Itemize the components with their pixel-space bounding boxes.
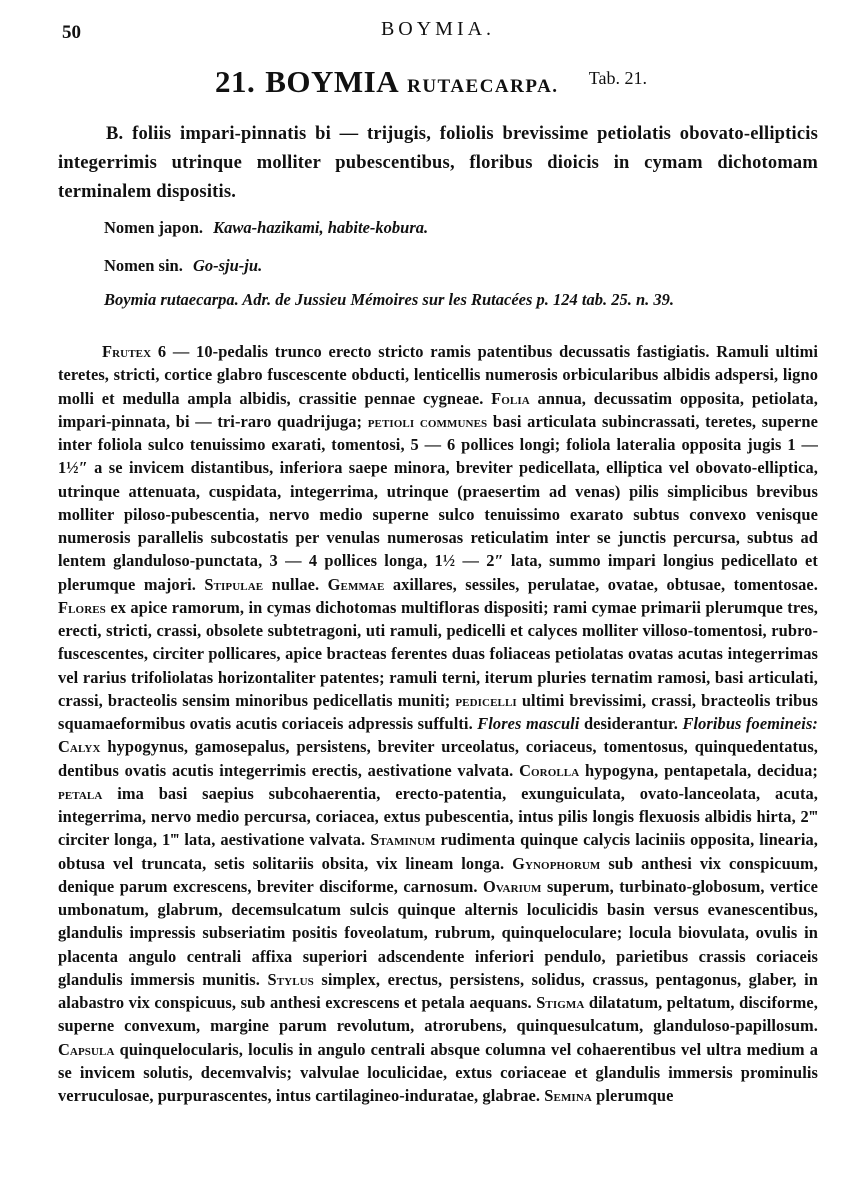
description-term: Gynophorum xyxy=(512,853,601,873)
description-text: simplex, erectus, persistens, solidus, crassus, pentagonus, glaber, in alabastro vix conspicuus, sub anthesi excrescens et petala aequans. xyxy=(58,969,818,1012)
description-term: Folia xyxy=(491,388,530,408)
description-italic: Flores masculi xyxy=(477,714,580,733)
description-text: ex apice ramorum, in cymas dichotomas multifloras dispositi; rami cymae primarii plerumque tres, erecti, stricti, crassi, obsolete subtetragoni, uti ramuli, pedicelli et calyces molliter villoso-tomentosi, rubro-fuscescentes, circiter pollicares, apice bracteas ferentes duas foliaceas petiolatas ovatas acutas integerrimas vel rarius trifoliolatas horizontaliter patentes; ramuli terni, iterum pluries ternatim ramosi, basi articulati, crassi, bracteolis sensim minoribus pedicellatis muniti; xyxy=(58,597,818,710)
page-number: 50 xyxy=(62,22,81,43)
description-text: 6 — 10-pedalis trunco erecto stricto ramis patentibus decussatis fastigiatis. Ramuli ultimi teretes, stricti, cortice glabro fuscescente obducti, lenticellis numerosis orbicularibus albidis adspersi, ligno molli et medulla ampla albidis, crassitie pennae cygneae. xyxy=(58,342,818,408)
description-term: Frutex xyxy=(102,342,152,361)
description-text: nullae. xyxy=(263,574,328,594)
species-epithet: RUTAECARPA. xyxy=(407,76,559,97)
japanese-name-line xyxy=(104,218,428,238)
genus-name: BOYMIA xyxy=(265,64,400,99)
literature-citation: Boymia rutaecarpa. Adr. de Jussieu Mémoires sur les Rutacées p. 124 tab. 25. n. 39. xyxy=(104,290,675,309)
chinese-name-value: Go-sju-ju. xyxy=(192,256,263,275)
description-text: basi articulata subincrassati, teretes, superne inter foliola sulco tenuissimo exarati, tomentosi, 5 — 6 pollices longi; foliola lateralia opposita jugis 1 — 1½″ a se invicem distantibus, inferiora saepe minora, breviter pedicellata, elliptica vel obovato-elliptica, utrinque attenuata, cuspidata, integerrima, utrinque (praesertim ad venas) pilis simplicibus brevibus molliter piloso-pubescentia, nervo medio superne sulco tenuissimo exarato subtus convexo venisque numerosis parallelis subcostatis per venulas numerosas reticulatim inter se junctis percursa, subtus ad lentem glanduloso-punctata, 3 — 4 pollices longa, 1½ — 2″ lata, summo impari longius pedicellato et plerumque majori. xyxy=(58,411,819,594)
description-term: Stipulae xyxy=(204,574,264,594)
description-text: rudimenta quinque calycis laciniis opposita, linearia, obtusa vel truncata, setis solitariis obsita, vix lineam longa. xyxy=(58,830,819,873)
chinese-name-line xyxy=(104,256,262,276)
description-term: Stylus xyxy=(267,969,314,989)
description-text: axillares, sessiles, perulatae, ovatae, obtusae, tomentosae. xyxy=(384,574,818,594)
japanese-name-label: Nomen japon. xyxy=(104,218,204,237)
description-text: dilatatum, peltatum, disciforme, superne convexum, margine parum revolutum, atrorubens, quinquesulcatum, glanduloso-papillosum. xyxy=(58,993,818,1036)
description-text: hypogynus, gamosepalus, persistens, breviter urceolatus, coriaceus, tomentosus, quinquedentatus, dentibus ovatis acutis integerrimis erectis, aestivatione valvata. xyxy=(58,737,818,780)
description-term: Staminum xyxy=(370,830,436,850)
description-text: annua, decussatim opposita, petiolata, impari-pinnata, bi — tri-raro quadrijuga; xyxy=(58,388,818,431)
description-text: plerumque xyxy=(591,1086,674,1105)
species-number: 21. xyxy=(214,64,256,99)
description-term: Ovarium xyxy=(483,876,542,896)
description-text: superum, turbinato-globosum, vertice umbonatum, glabrum, decemsulcatum sulcis quinque alternis loculicidis basin versus evanescentibus, glandulis impressis subseriatim positis foveolatum, rubrum, quinqueloculare; locula biovulata, ovulis in placenta angulo centrali affixa superiori adscendente inferiori pendulo, parietibus crassis coriaceis glandulis immersis munitis. xyxy=(58,876,818,989)
japanese-name-value: Kawa-hazikami, habite-kobura. xyxy=(213,218,429,237)
diagnosis: B. foliis impari-pinnatis bi — trijugis, foliolis brevissime petiolatis obovato-ellipticis integerrimis utrinque molliter pubescentibus, floribus dioicis in cymam dichotomam terminalem dispositis. xyxy=(58,124,818,202)
description-term: Calyx xyxy=(58,737,101,757)
description-term: pedicelli xyxy=(455,690,517,710)
description-term: Capsula xyxy=(58,1039,115,1059)
description-term: petala xyxy=(58,783,103,803)
description-term: Corolla xyxy=(519,760,580,780)
description-text: desiderantur. xyxy=(579,714,683,733)
description-term: petioli communes xyxy=(367,411,488,431)
species-heading xyxy=(0,64,862,100)
description-text: hypogyna, pentapetala, decidua; xyxy=(579,760,818,780)
plate-reference: Tab. 21. xyxy=(588,68,648,88)
running-head xyxy=(58,18,818,48)
description-text: quinquelocularis, loculis in angulo centrali absque columna vel cohaerentibus vel ultra medium a se invicem solutis, decemvalvis; valvulae loculicidae, extus coriaceae et glandulis immersis prominulis verruculosae, purpurascentes, intus cartilagineo-induratae, glabrae. xyxy=(58,1039,818,1105)
description-term: Flores xyxy=(58,597,106,617)
description-text: ima basi saepius subcohaerentia, erecto-patentia, exunguiculata, ovato-lanceolata, acuta, integerrima, nervo medio percursa, coriacea, extus pubescentia, intus pilis longis flexuosis albidis hirta, 2‴ circiter longa, 1‴ lata, aestivatione valvata. xyxy=(58,783,818,850)
species-description xyxy=(58,340,818,1107)
chinese-name-label: Nomen sin. xyxy=(104,256,183,275)
description-term: Stigma xyxy=(536,993,585,1012)
description-italic: Floribus foemineis: xyxy=(682,714,818,733)
species-title xyxy=(215,64,567,99)
description-term: Gemmae xyxy=(327,574,385,594)
description-text: ultimi brevissimi, crassi, bracteolis tribus squamaeformibus ovatis acutis coriaceis adpressis suffulti. xyxy=(58,690,818,733)
description-term: Semina xyxy=(544,1086,592,1105)
running-title: BOYMIA. xyxy=(380,18,496,40)
description-text: sub anthesi vix conspicuum, denique parum excrescens, breviter disciforme, carnosum. xyxy=(58,853,818,896)
